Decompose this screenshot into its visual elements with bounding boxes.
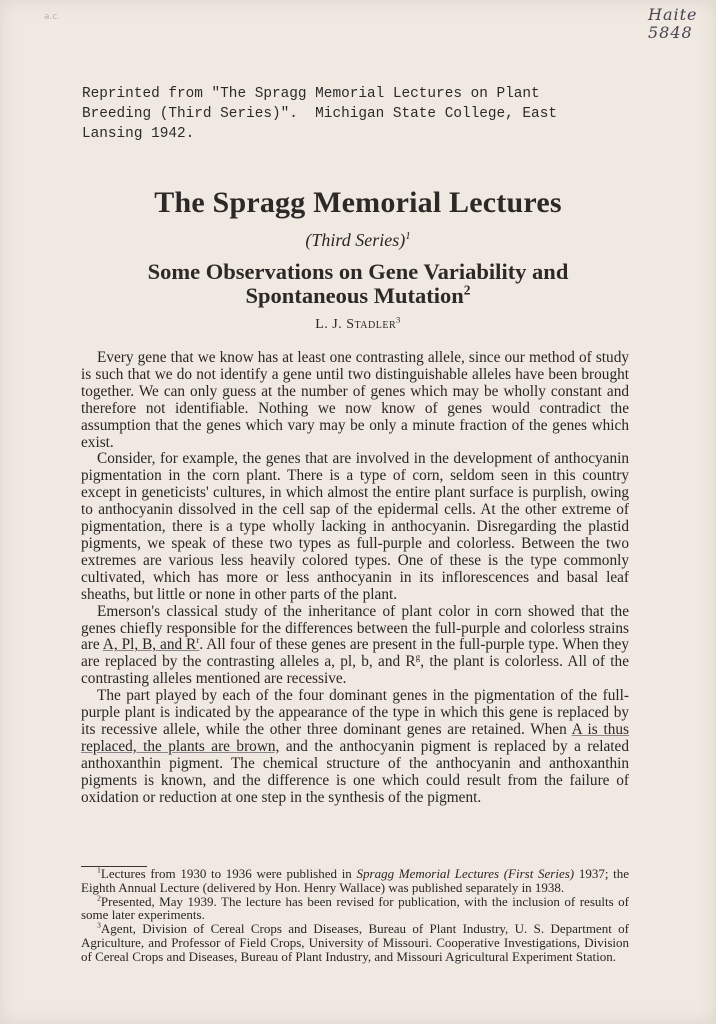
footnote-number: 3 — [97, 920, 101, 930]
footnote-text: Agent, Division of Cereal Crops and Diseases, Bureau of Plant Industry, U. S. Department of Agriculture, and Professor of Field Crops, University of Missouri. Cooperative Investigations, Division of Cereal Crops and Diseases, Bureau of Plant Industry, and Missouri Agricultural Experiment Station. — [81, 921, 629, 964]
body-paragraph — [81, 688, 629, 806]
paragraph-text: , the plant is colorless. All of the contrasting alleles mentioned are recessive. — [81, 653, 629, 688]
article-title — [0, 260, 716, 308]
reprint-line: Reprinted from "The Spragg Memorial Lectures on Plant — [82, 86, 540, 102]
author-byline — [0, 317, 716, 333]
article-title-text: Spontaneous Mutation — [245, 283, 464, 308]
footnote-ref: 3 — [396, 315, 401, 325]
allele-superscript: g — [415, 652, 421, 663]
footnote-3 — [81, 922, 629, 963]
footnote-text: 1937; the Eighth Annual Lecture (delivered by Hon. Henry Wallace) was published separately in 1938. — [81, 866, 630, 895]
footnote-italic-title: Spragg Memorial Lectures (First Series) — [356, 866, 575, 881]
gene-list-underlined — [103, 636, 200, 653]
series-label — [0, 230, 716, 251]
body-paragraph — [81, 604, 629, 689]
footnote-text: Presented, May 1939. The lecture has been revised for publication, with the inclusion of results of some later experiments. — [81, 893, 629, 923]
paragraph-text: . All four of these genes are present in the full-purple type. When they are replaced by the contrasting alleles a, pl, b, and R — [81, 636, 629, 671]
footnotes — [81, 867, 629, 964]
reprint-line: Lansing 1942. — [82, 126, 195, 142]
underlined-phrase: A is thus replaced, the plants are brown, — [81, 720, 629, 755]
footnote-number: 2 — [97, 893, 101, 903]
reprint-line: Breeding (Third Series)". Michigan State College, East — [82, 106, 557, 122]
article-title-line: Some Observations on Gene Variability and — [147, 259, 569, 284]
author-surname: Stadler — [346, 317, 397, 332]
allele-superscript: r — [196, 635, 200, 646]
series-text: (Third Series) — [305, 230, 406, 250]
article-body — [81, 350, 629, 806]
body-paragraph: Every gene that we know has at least one contrasting allele, since our method of study is such that we do not identify a gene until two distinguishable alleles have been brought together. We can only guess at the number of genes which may be wholly constant and therefore not identifiable. Nothing we now know of genes would contradict the assumption that the genes which vary may be only a minute fraction of the genes which exist. — [81, 349, 629, 451]
footnote-number: 1 — [97, 865, 101, 875]
paragraph-text: and the anthocyanin pigment is replaced by a related anthoxanthin pigment. The chemical structure of the anthocyanin and anthoxanthin pigments is known, and the difference is one which could result from the failure of oxidation or reduction at one step in the synthesis of the pigment. — [81, 737, 629, 806]
footnote-2 — [81, 895, 629, 923]
handwritten-name: Haite — [648, 5, 698, 24]
footnote-text: Lectures from 1930 to 1936 were published in — [100, 866, 357, 881]
gene-list: A, Pl, B, and R — [102, 636, 197, 654]
handwritten-number: 5848 — [648, 23, 693, 42]
reprint-notice — [82, 84, 642, 144]
paragraph-text: Emerson's classical study of the inheritance of plant color in corn showed that the genes chiefly responsible for the differences between the full-purple and colorless strains are — [81, 602, 629, 654]
author-initials: L. J. — [315, 317, 347, 332]
footnote-ref: 1 — [405, 230, 411, 242]
footnote-1 — [81, 867, 629, 895]
lecture-series-title: The Spragg Memorial Lectures — [154, 186, 562, 219]
body-paragraph: Consider, for example, the genes that are involved in the development of anthocyanin pigmentation in the corn plant. There is a type of corn, seldom seen in this country except in geneticists' cultures, in which almost the entire plant surface is purplish, owing to anthocyanin dissolved in the cell sap of the epidermal cells. At the other extreme of pigmentation, there is a type wholly lacking in anthocyanin. Disregarding the plastid pigments, we speak of these two types as full-purple and colorless. Between the two extremes are various less heavily colored types. One of these is the type commonly cultivated, which has more or less anthocyanin in its inflorescences and basal leaf sheaths, but little or none in other parts of the plant. — [81, 450, 629, 603]
paragraph-text: The part played by each of the four dominant genes in the pigmentation of the full-purple plant is indicated by the appearance of the type in which this gene is replaced by its recessive allele, while the other three dominant genes are retained. When — [81, 687, 629, 738]
article-title-line — [0, 284, 716, 308]
pencil-corner-mark: a.c. — [44, 12, 61, 22]
handwritten-catalog-note — [648, 6, 698, 42]
footnote-ref: 2 — [463, 282, 471, 298]
